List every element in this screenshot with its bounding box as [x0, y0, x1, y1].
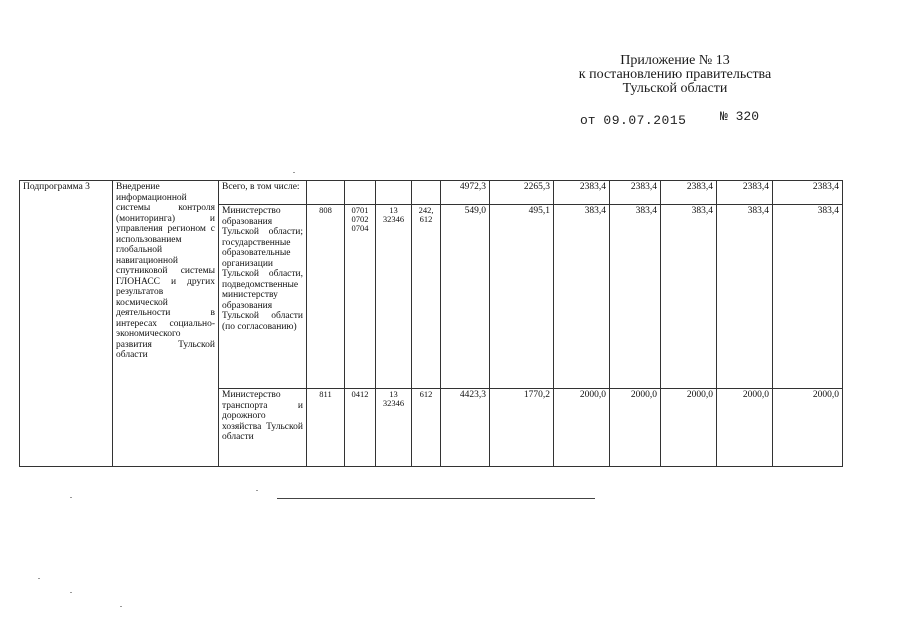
csr-cell: 13 32346	[376, 205, 412, 389]
scan-speck	[293, 172, 295, 173]
scan-speck	[120, 606, 122, 607]
executor-cell: Министерство образования Тульской области; государственные образовательные организации Тульской области, подведомственные министерству образования Тульской области (по согласованию)	[219, 205, 307, 389]
appendix-title: Приложение № 13	[620, 53, 730, 68]
csr-cell: 13 32346	[376, 389, 412, 467]
year-value-cell: 2383,4	[554, 181, 610, 205]
year-value-cell: 383,4	[773, 205, 843, 389]
vr-cell: 612	[412, 389, 441, 467]
signature-line	[277, 498, 595, 499]
vr-cell: 242, 612	[412, 205, 441, 389]
year-value-cell: 2000,0	[554, 389, 610, 467]
executor-cell: Всего, в том числе:	[219, 181, 307, 205]
document-number-block	[720, 109, 759, 124]
grbs-cell	[307, 181, 345, 205]
year-value-cell: 2000,0	[773, 389, 843, 467]
year-value-cell: 2383,4	[610, 181, 661, 205]
year-value-cell: 2383,4	[717, 181, 773, 205]
csr-cell	[376, 181, 412, 205]
year-value-cell: 383,4	[554, 205, 610, 389]
scan-speck	[256, 490, 258, 491]
document-date-number	[580, 109, 760, 128]
year-value-cell: 2000,0	[610, 389, 661, 467]
rzpr-cell: 0701 0702 0704	[345, 205, 376, 389]
number-prefix: №	[720, 109, 728, 124]
grbs-cell: 811	[307, 389, 345, 467]
year-value-cell: 2000,0	[717, 389, 773, 467]
rzpr-cell: 0412	[345, 389, 376, 467]
document-date: 09.07.2015	[603, 113, 687, 128]
date-prefix: от	[580, 113, 596, 128]
total-cell: 4972,3	[441, 181, 490, 205]
year-value-cell: 383,4	[717, 205, 773, 389]
year-value-cell: 1770,2	[490, 389, 554, 467]
document-number: 320	[735, 109, 760, 124]
year-value-cell: 383,4	[610, 205, 661, 389]
subprogram-name: Внедрение информационной системы контроля (мониторинга) и управления регионом с использованием глобальной навигационной спутниковой системы ГЛОНАСС и других результатов космической деятельности в интересах социально-экономического развития Тульской области	[113, 181, 219, 467]
year-value-cell: 383,4	[661, 205, 717, 389]
executor-cell: Министерство транспорта и дорожного хозяйства Тульской области	[219, 389, 307, 467]
rzpr-cell	[345, 181, 376, 205]
scan-speck	[70, 497, 72, 498]
total-cell: 4423,3	[441, 389, 490, 467]
subprogram-label: Подпрограмма 3	[20, 181, 113, 467]
vr-cell	[412, 181, 441, 205]
year-value-cell: 495,1	[490, 205, 554, 389]
scan-speck	[70, 592, 72, 593]
grbs-cell: 808	[307, 205, 345, 389]
year-value-cell: 2000,0	[661, 389, 717, 467]
total-cell: 549,0	[441, 205, 490, 389]
year-value-cell: 2383,4	[773, 181, 843, 205]
year-value-cell: 2265,3	[490, 181, 554, 205]
appendix-region: Тульской области	[622, 81, 728, 96]
appendix-subtitle: к постановлению правительства	[578, 67, 772, 82]
scan-speck	[38, 578, 40, 579]
document-header	[545, 54, 805, 96]
subprogram-table	[19, 180, 843, 467]
year-value-cell: 2383,4	[661, 181, 717, 205]
table-row	[20, 181, 843, 205]
